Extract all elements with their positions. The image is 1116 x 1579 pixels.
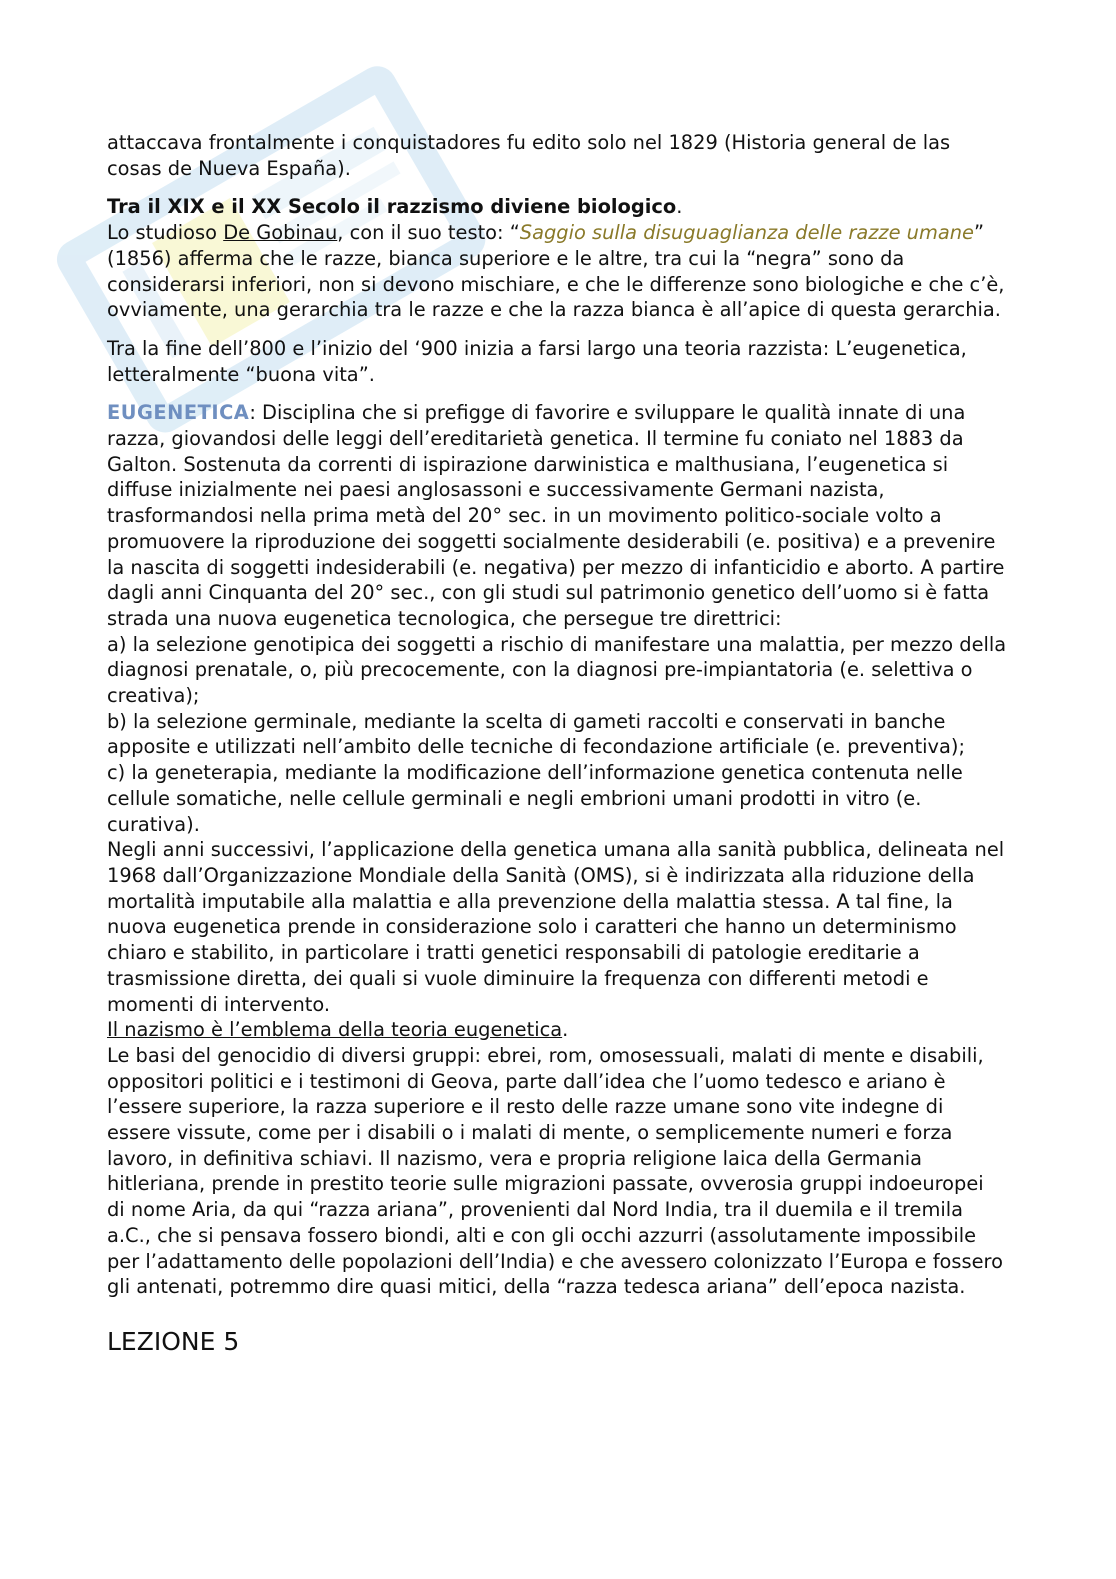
nazismo-heading-text: Il nazismo è l’emblema della teoria eugenetica xyxy=(107,1018,563,1042)
heading-text: Tra il XIX e il XX Secolo il razzismo diviene biologico xyxy=(107,195,677,219)
nazismo-paragraph: Le basi del genocidio di diversi gruppi: ebrei, rom, omosessuali, malati di mente e disabili, oppositori politici e i testimoni di Geova, parte dall’idea che l’uomo tedesco e ariano è l’essere superiore, la razza superiore e il resto delle razze umane sono vite indegne di essere vissute, come per i disabili o i malati di mente, o semplicemente numeri e forza lavoro, in definitiva schiavi. Il nazismo, vera e propria religione laica della Germania hitleriana, prende in prestito teorie sulle migrazioni passate, ovverosia gruppi indoeuropei di nome Aria, da qui “razza ariana”, provenienti dal Nord India, tra il duemila e il tremila a.C., che si pensava fossero biondi, alti e con gli occhi azzurri (assolutamente impossibile per l’adattamento delle popolazioni dell’India) e che avessero colonizzato l’Europa e fossero gli antenati, potremmo dire quasi mitici, della “razza tedesca ariana” dell’epoca nazista. xyxy=(107,1043,1003,1299)
book-title: Saggio sulla disuguaglianza delle razze umane xyxy=(519,221,974,245)
list-item: c) la geneterapia, mediante la modificazione dell’informazione genetica contenuta nelle cellule somatiche, nelle cellule germinali e negli embrioni umani prodotti in vitro (e. curativa). xyxy=(107,761,963,836)
list-item: b) la selezione germinale, mediante la scelta di gameti raccolti e conservati in banche apposite e utilizzati nell’ambito delle tecniche di fecondazione artificiale (e. preventiva); xyxy=(107,709,966,759)
eugenetica-intro-paragraph: Tra la fine dell’800 e l’inizio del ‘900 inizia a farsi largo una teoria razzista: L’eugenetica, letteralmente “buona vita”. xyxy=(107,336,967,386)
list-item: a) la selezione genotipica dei soggetti a rischio di manifestare una malattia, per mezzo della diagnosi prenatale, o, più precocemente, con la diagnosi pre-impiantatoria (e. selettiva o creativa); xyxy=(107,632,1007,708)
lesson-heading: LEZIONE 5 xyxy=(107,1326,240,1356)
author-link[interactable]: De Gobinau xyxy=(223,221,338,245)
oms-paragraph: Negli anni successivi, l’applicazione della genetica umana alla sanità pubblica, delineata nel 1968 dall’Organizzazione Mondiale della Sanità (OMS), si è indirizzata alla riduzione della mortalità imputabile alla malattia e alla prevenzione della malattia stessa. A tal fine, la nuova eugenetica prende in considerazione solo i caratteri che hanno un determinismo chiaro e stabilito, in particolare i tratti genetici responsabili di patologie ereditarie a trasmissione diretta, dei quali si vuole diminuire la frequenza con differenti metodi e momenti di intervento. xyxy=(107,838,1005,1016)
eugenetica-term: EUGENETICA xyxy=(107,401,250,425)
gobinau-paragraph: Lo studioso De Gobinau, con il suo testo: “Saggio sulla disuguaglianza delle razze umane” (1856) afferma che le razze, bianca superiore e le altre, tra cui la “negra” sono da considerarsi inferiori, non si devono mischiare, e che le differenze sono biologiche e che c’è, ovviamente, una gerarchia tra le razze e che la razza bianca è all’apice di questa gerarchia. xyxy=(107,221,1005,322)
nazismo-heading: Il nazismo è l’emblema della teoria eugenetica. xyxy=(107,1018,569,1042)
intro-paragraph: attaccava frontalmente i conquistadores fu edito solo nel 1829 (Historia general de las cosas de Nueva España). xyxy=(107,131,951,180)
eugenetica-definition: EUGENETICA: Disciplina che si prefigge di favorire e sviluppare le qualità innate di una razza, giovandosi delle leggi dell’ereditarietà genetica. Il termine fu coniato nel 1883 da Galton. Sostenuta da correnti di ispirazione darwinistica e malthusiana, l’eugenetica si diffuse inizialmente nei paesi anglosassoni e successivamente Germani nazista, trasformandosi nella prima metà del 20° sec. in un movimento politico-sociale volto a promuovere la riproduzione dei soggetti socialmente desiderabili (e. positiva) e a prevenire la nascita di soggetti indesiderabili (e. negativa) per mezzo di infanticidio e aborto. A partire dagli anni Cinquanta del 20° sec., con gli studi sul patrimonio genetico dell’uomo si è fatta strada una nuova eugenetica tecnologica, che persegue tre direttrici: xyxy=(107,401,1005,630)
document-page xyxy=(107,130,1007,1358)
section-heading-biologico: Tra il XIX e il XX Secolo il razzismo diviene biologico. xyxy=(107,195,683,219)
